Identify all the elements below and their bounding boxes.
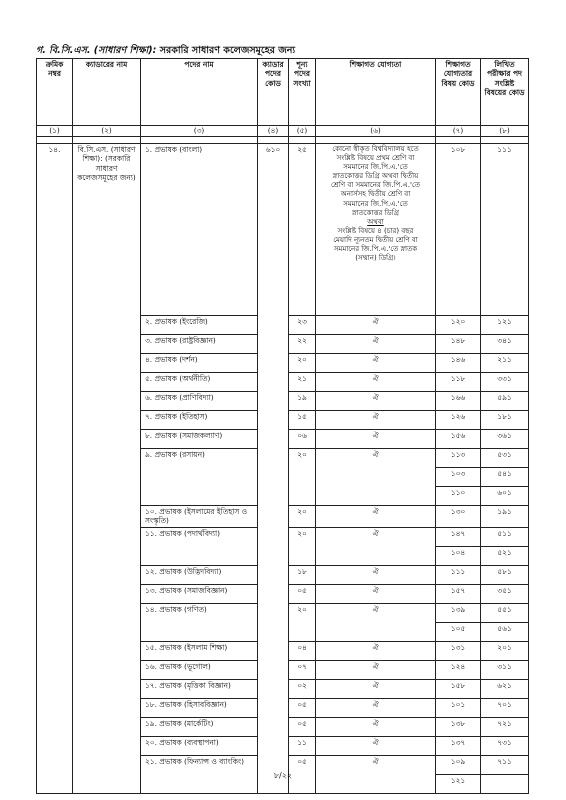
written-subject-code: ৫৬১: [481, 622, 529, 641]
written-subject-code: ৭০১: [481, 698, 529, 717]
subject-code: ১০৫: [436, 622, 481, 641]
column-number: (৮): [481, 126, 529, 137]
qualification-line: স্নাতকোত্তর ডিগ্রি অথবা দ্বিতীয়: [332, 172, 419, 181]
subject-code: ১০৮: [436, 144, 481, 316]
ditto-mark: ঐ: [316, 506, 436, 528]
written-subject-code: ৩৩১: [481, 373, 529, 392]
written-subject-code: ১৯১: [481, 506, 529, 528]
section-subtitle: সরকারি সাধারণ কলেজসমূহের জন্য: [156, 45, 296, 56]
post-name: ২০. প্রভাষক (ব্যবস্থাপনা): [141, 736, 258, 755]
written-subject-code: ৫৫১: [481, 603, 529, 622]
ditto-mark: ঐ: [316, 717, 436, 736]
post-name: ১. প্রভাষক (বাংলা): [141, 144, 258, 316]
subject-code: ১২০: [436, 316, 481, 335]
qualification-line: সমমানের জি.পি.এ.'তে স্নাতক: [333, 245, 418, 254]
subject-code: ১৪৭: [436, 527, 481, 546]
written-subject-code: ৫৪১: [481, 468, 529, 487]
header-cadre: ক্যাডারের নাম: [73, 59, 141, 126]
ditto-mark: ঐ: [316, 584, 436, 603]
vacancy-count: ২৩: [289, 316, 316, 335]
written-subject-code: ২০১: [481, 641, 529, 660]
vacancy-count: ০৪: [289, 641, 316, 660]
post-name: ১৮. প্রভাষক (হিসাববিজ্ঞান): [141, 698, 258, 717]
subject-code: ১২৪: [436, 660, 481, 679]
column-number: (৫): [289, 126, 316, 137]
column-number: (২): [73, 126, 141, 137]
vacancy-count: ২০: [289, 603, 316, 641]
column-number: (৩): [141, 126, 258, 137]
written-subject-code: ৭২১: [481, 717, 529, 736]
vacancy-count: ১৮: [289, 565, 316, 584]
post-name: ১৪. প্রভাষক (গণিত): [141, 603, 258, 641]
subject-code: ১০১: [436, 698, 481, 717]
qualification-line: কোনো স্বীকৃত বিশ্ববিদ্যালয় হতে: [332, 145, 419, 153]
ditto-mark: ঐ: [316, 411, 436, 430]
qualification-line: অনার্সসহ দ্বিতীয় শ্রেণি বা: [340, 190, 411, 199]
vacancy-count: ২২: [289, 335, 316, 354]
header-serial: ক্রমিক নম্বর: [37, 59, 73, 126]
ditto-mark: ঐ: [316, 430, 436, 449]
vacancy-count: ০৬: [289, 430, 316, 449]
header-cadre-code: ক্যাডার পদের কোড: [258, 59, 289, 126]
qualification-line: সংশ্লিষ্ট বিষয়ে প্রথম শ্রেণি বা: [336, 154, 415, 163]
written-subject-code: ২১১: [481, 354, 529, 373]
subject-code: ১৪৮: [436, 335, 481, 354]
column-number: (৬): [316, 126, 436, 137]
vacancy-count: ১৯: [289, 392, 316, 411]
post-name: ৭. প্রভাষক (ইতিহাস): [141, 411, 258, 430]
written-subject-code: ৩৫১: [481, 584, 529, 603]
post-name: ১৯. প্রভাষক (মার্কেটিং): [141, 717, 258, 736]
vacancy-count: ২০: [289, 506, 316, 528]
header-written-code: লিখিত পরীক্ষার পদ সংশ্লিষ্ট বিষয়ের কোড: [481, 59, 529, 126]
ditto-mark: ঐ: [316, 660, 436, 679]
qualification-line: সমমানের জি.পি.এ.'তে: [343, 163, 408, 172]
header-post: পদের নাম: [141, 59, 258, 126]
cadre-name: বি.সি.এস. (সাধারণ শিক্ষা): (সরকারি সাধারণ কলেজসমূহের জন্য): [73, 144, 141, 794]
qualification-line: মেয়াদি ন্যূনতম দ্বিতীয় শ্রেণি বা: [333, 235, 418, 244]
ditto-mark: ঐ: [316, 335, 436, 354]
post-name: ১০. প্রভাষক (ইসলামের ইতিহাস ও সংস্কৃতি): [141, 506, 258, 528]
ditto-mark: ঐ: [316, 354, 436, 373]
subject-code: ১০৩: [436, 468, 481, 487]
subject-code: ১৪৬: [436, 354, 481, 373]
table-body: [37, 144, 529, 794]
subject-code: ১৩৭: [436, 736, 481, 755]
qualification-line: অথবা: [367, 217, 384, 226]
vacancy-count: ০৫: [289, 584, 316, 603]
post-name: ২১. প্রভাষক (ফিন্যান্স ও ব্যাংকিং): [141, 755, 258, 793]
vacancy-count: ২০: [289, 354, 316, 373]
subject-code: ১১১: [436, 565, 481, 584]
post-name: ১২. প্রভাষক (উদ্ভিদবিদ্যা): [141, 565, 258, 584]
vacancy-count: ২১: [289, 373, 316, 392]
column-number: (৭): [436, 126, 481, 137]
written-subject-code: ৫৯১: [481, 392, 529, 411]
column-number: (১): [37, 126, 73, 137]
qualification-line: শ্রেণি বা সমমানের জি.পি.এ.'তে: [330, 181, 421, 190]
written-subject-code: ৩৪১: [481, 335, 529, 354]
post-name: ১৩. প্রভাষক (সমাজবিজ্ঞান): [141, 584, 258, 603]
subject-code: ১১০: [436, 487, 481, 506]
vacancy-count: ০৫: [289, 698, 316, 717]
post-name: ৯. প্রভাষক (রসায়ন): [141, 449, 258, 506]
written-subject-code: ৩৬১: [481, 430, 529, 449]
vacancy-count: ১৫: [289, 411, 316, 430]
written-subject-code: ১১১: [481, 144, 529, 316]
subject-code: ১১৮: [436, 373, 481, 392]
vacancy-count: ১১: [289, 736, 316, 755]
written-subject-code: ৫৮১: [481, 565, 529, 584]
ditto-mark: ঐ: [316, 755, 436, 793]
subject-code: ১৩১: [436, 641, 481, 660]
serial-number: ১৪.: [37, 144, 73, 794]
post-name: ৪. প্রভাষক (দর্শন): [141, 354, 258, 373]
ditto-mark: ঐ: [316, 565, 436, 584]
ditto-mark: ঐ: [316, 641, 436, 660]
ditto-mark: ঐ: [316, 449, 436, 506]
post-name: ৮. প্রভাষক (সমাজকল্যাণ): [141, 430, 258, 449]
written-subject-code: ১২১: [481, 316, 529, 335]
header-row: [37, 59, 529, 126]
ditto-mark: ঐ: [316, 603, 436, 641]
ditto-mark: ঐ: [316, 316, 436, 335]
cadre-code: ৬১০: [258, 144, 289, 794]
ditto-mark: ঐ: [316, 736, 436, 755]
subject-code: ১৫৭: [436, 584, 481, 603]
written-subject-code: ৬০১: [481, 487, 529, 506]
header-vacancy: শূন্য পদের সংখ্যা: [289, 59, 316, 126]
post-name: ২. প্রভাষক (ইংরেজি): [141, 316, 258, 335]
qualification-line: (সম্মান) ডিগ্রি।: [355, 254, 396, 263]
vacancy-count: ২৫: [289, 144, 316, 316]
vacancy-count: ০২: [289, 679, 316, 698]
subject-code: ১১৩: [436, 449, 481, 468]
written-subject-code: ৫৩১: [481, 449, 529, 468]
written-subject-code: ৩১১: [481, 660, 529, 679]
header-qualification: শিক্ষাগত যোগ্যতা: [316, 59, 436, 126]
subject-code: ১৫৬: [436, 430, 481, 449]
subject-code: ১২৬: [436, 411, 481, 430]
qualification-line: সমমানের জি.পি.এ.'তে: [343, 199, 408, 208]
post-name: ১৫. প্রভাষক (ইসলাম শিক্ষা): [141, 641, 258, 660]
post-name: ১১. প্রভাষক (পদার্থবিদ্যা): [141, 527, 258, 565]
spacer-row: [37, 137, 529, 144]
subject-code: ১৩৮: [436, 717, 481, 736]
page-number: ৮/২২: [273, 771, 293, 780]
page-title: [36, 44, 295, 59]
written-subject-code: ১৮১: [481, 411, 529, 430]
ditto-mark: ঐ: [316, 698, 436, 717]
post-name: ১৭. প্রভাষক (মৃত্তিকা বিজ্ঞান): [141, 679, 258, 698]
written-subject-code: ৫১১: [481, 527, 529, 546]
written-subject-code: ৭১১: [481, 755, 529, 774]
post-name: ১৬. প্রভাষক (ভূগোল): [141, 660, 258, 679]
subject-code: ১৩০: [436, 506, 481, 528]
written-subject-code: ৫২১: [481, 546, 529, 565]
qualification-text: [316, 144, 436, 316]
subject-code: ১৫৮: [436, 679, 481, 698]
subject-code: ১৩৯: [436, 603, 481, 622]
subject-code: ১০৪: [436, 546, 481, 565]
vacancy-count: ০৭: [289, 660, 316, 679]
table-row: [37, 144, 529, 316]
lecturer-posts-table: [36, 58, 529, 794]
ditto-mark: ঐ: [316, 527, 436, 565]
written-subject-code: ৬২১: [481, 679, 529, 698]
vacancy-count: ২০: [289, 527, 316, 565]
section-prefix: গ. বি.সি.এস. (সাধারণ শিক্ষা):: [36, 45, 157, 56]
vacancy-count: ০৫: [289, 755, 316, 793]
post-name: ৬. প্রভাষক (প্রাণিবিদ্যা): [141, 392, 258, 411]
subject-code: ১২১: [436, 774, 481, 793]
post-name: ৫. প্রভাষক (অর্থনীতি): [141, 373, 258, 392]
ditto-mark: ঐ: [316, 373, 436, 392]
subject-code: ১০৯: [436, 755, 481, 774]
column-number: (৪): [258, 126, 289, 137]
vacancy-count: ২০: [289, 449, 316, 506]
qualification-line: স্নাতকোত্তর ডিগ্রি: [352, 208, 399, 217]
header-subject-code: শিক্ষাগত যোগ্যতার বিষয় কোড: [436, 59, 481, 126]
ditto-mark: ঐ: [316, 679, 436, 698]
vacancy-count: ০৫: [289, 717, 316, 736]
column-number-row: [37, 126, 529, 137]
post-name: ৩. প্রভাষক (রাষ্ট্রবিজ্ঞান): [141, 335, 258, 354]
qualification-line: সংশ্লিষ্ট বিষয়ে ৪ (চার) বছর: [337, 226, 414, 235]
ditto-mark: ঐ: [316, 392, 436, 411]
subject-code: ১৬৬: [436, 392, 481, 411]
written-subject-code: ৭৩১: [481, 736, 529, 755]
